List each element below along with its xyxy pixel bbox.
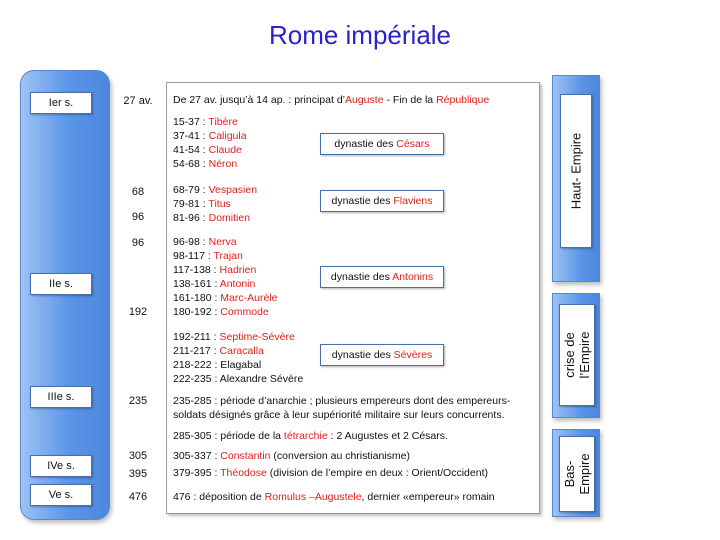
timeline-entry	[173, 344, 264, 358]
timeline-entry	[173, 372, 303, 386]
entry-text: 379-395 :	[173, 467, 221, 479]
year-label: 96	[131, 237, 145, 249]
timeline-entry	[173, 305, 269, 319]
highlighted-name: Titus	[208, 198, 231, 210]
century-label-4: IVe s.	[30, 455, 92, 477]
year-label: 395	[128, 468, 148, 480]
year-label: 476	[128, 491, 148, 503]
highlighted-name: Romulus –Augustele	[264, 491, 362, 503]
timeline-entry	[173, 263, 256, 277]
highlighted-name: Septime-Sévère	[219, 331, 295, 343]
entry-text: 180-192 :	[173, 306, 221, 318]
entry-text: 235-285 : période d’anarchie ; plusieurs empereurs dont des empereurs-	[173, 395, 511, 407]
century-label-3: IIIe s.	[30, 386, 92, 408]
year-label: 305	[128, 450, 148, 462]
timeline-entry	[173, 115, 238, 129]
timeline-entry	[173, 429, 448, 443]
highlighted-name: Marc-Aurèle	[220, 292, 278, 304]
century-label-2: IIe s.	[30, 273, 92, 295]
dynasty-cesars-label: dynastie des Césars	[320, 133, 444, 155]
century-label-5: Ve s.	[30, 484, 92, 506]
entry-text: - Fin de la	[383, 94, 437, 106]
slide-title: Rome impériale	[268, 20, 452, 50]
entry-text: 41-54 :	[173, 144, 209, 156]
entry-text: 305-337 :	[173, 450, 221, 462]
entry-text: 476 : déposition de	[173, 491, 265, 503]
timeline-entry	[173, 129, 247, 143]
highlighted-name: Vespasien	[208, 184, 258, 196]
bas-empire-label: Bas- Empire	[559, 436, 595, 512]
haut-empire-label: Haut- Empire	[560, 94, 592, 248]
dynasty-antonins-label: dynastie des Antonins	[320, 266, 444, 288]
crise-empire-label: crise de l’Empire	[559, 304, 595, 406]
entry-text: 81-96 :	[173, 212, 209, 224]
entry-text: 161-180 :	[173, 292, 221, 304]
highlighted-name: tétrarchie	[283, 430, 328, 442]
entry-text: 15-37 :	[173, 116, 209, 128]
entry-text: (conversion au christianisme)	[270, 450, 410, 462]
timeline-entry	[173, 358, 261, 372]
timeline-entry	[173, 143, 242, 157]
entry-text: (division de l’empire en deux : Orient/Occident)	[266, 467, 488, 479]
timeline-entry	[173, 157, 237, 171]
year-label: 192	[128, 306, 148, 318]
highlighted-name: Claude	[208, 144, 242, 156]
entry-text: 218-222 : Elagabal	[173, 359, 262, 371]
highlighted-name: Caligula	[208, 130, 247, 142]
highlighted-name: République	[436, 94, 490, 106]
timeline-entry	[173, 490, 495, 504]
bas-empire-bar	[552, 429, 600, 517]
year-label: 96	[131, 211, 145, 223]
entry-text: 37-41 :	[173, 130, 209, 142]
entry-text: 98-117 :	[173, 250, 214, 262]
highlighted-name: Auguste	[345, 94, 384, 106]
timeline-entry	[173, 466, 488, 480]
highlighted-name: Nerva	[208, 236, 237, 248]
year-label: 68	[131, 186, 145, 198]
timeline-entry	[173, 249, 243, 263]
dynasty-flaviens-label: dynastie des Flaviens	[320, 190, 444, 212]
highlighted-name: Antonin	[219, 278, 256, 290]
highlighted-name: Commode	[220, 306, 269, 318]
entry-text: 68-79 :	[173, 184, 209, 196]
century-label-1: Ier s.	[30, 92, 92, 114]
timeline-entry	[173, 277, 255, 291]
timeline-entry	[173, 394, 510, 408]
highlighted-name: Théodose	[220, 467, 267, 479]
entry-text: , dernier «empereur» romain	[361, 491, 495, 503]
haut-empire-bar	[552, 75, 600, 282]
year-label: 27 av.	[123, 95, 153, 107]
entry-text: 192-211 :	[173, 331, 220, 343]
entry-text: 96-98 :	[173, 236, 209, 248]
highlighted-name: Hadrien	[219, 264, 257, 276]
entry-text: : 2 Augustes et 2 Césars.	[327, 430, 448, 442]
entry-text: 117-138 :	[173, 264, 220, 276]
timeline-entry	[173, 330, 295, 344]
timeline-entry	[173, 183, 257, 197]
highlighted-name: Domitien	[208, 212, 251, 224]
timeline-entry	[173, 449, 410, 463]
entry-text: 222-235 : Alexandre Sévère	[173, 373, 304, 385]
crise-empire-bar	[552, 293, 600, 418]
timeline-entry	[173, 197, 231, 211]
timeline-entry	[173, 93, 489, 107]
entry-text: soldats désignés grâce à leur supériorité militaire sur leurs concurrents.	[173, 409, 505, 421]
entry-text: 138-161 :	[173, 278, 220, 290]
dynasty-severes-label: dynastie des Sévères	[320, 344, 444, 366]
entry-text: De 27 av. jusqu’à 14 ap. : principat d’	[173, 94, 345, 106]
highlighted-name: Caracalla	[219, 345, 264, 357]
highlighted-name: Néron	[208, 158, 238, 170]
highlighted-name: Tibère	[208, 116, 238, 128]
century-bar	[20, 70, 110, 520]
entry-text: 54-68 :	[173, 158, 209, 170]
entry-text: 285-305 : période de la	[173, 430, 284, 442]
timeline-entry	[173, 291, 277, 305]
highlighted-name: Constantin	[220, 450, 271, 462]
timeline-entry	[173, 235, 237, 249]
entry-text: 211-217 :	[173, 345, 220, 357]
year-label: 235	[128, 395, 148, 407]
highlighted-name: Trajan	[213, 250, 243, 262]
timeline-entry	[173, 408, 504, 422]
timeline-entry	[173, 211, 250, 225]
entry-text: 79-81 :	[173, 198, 209, 210]
